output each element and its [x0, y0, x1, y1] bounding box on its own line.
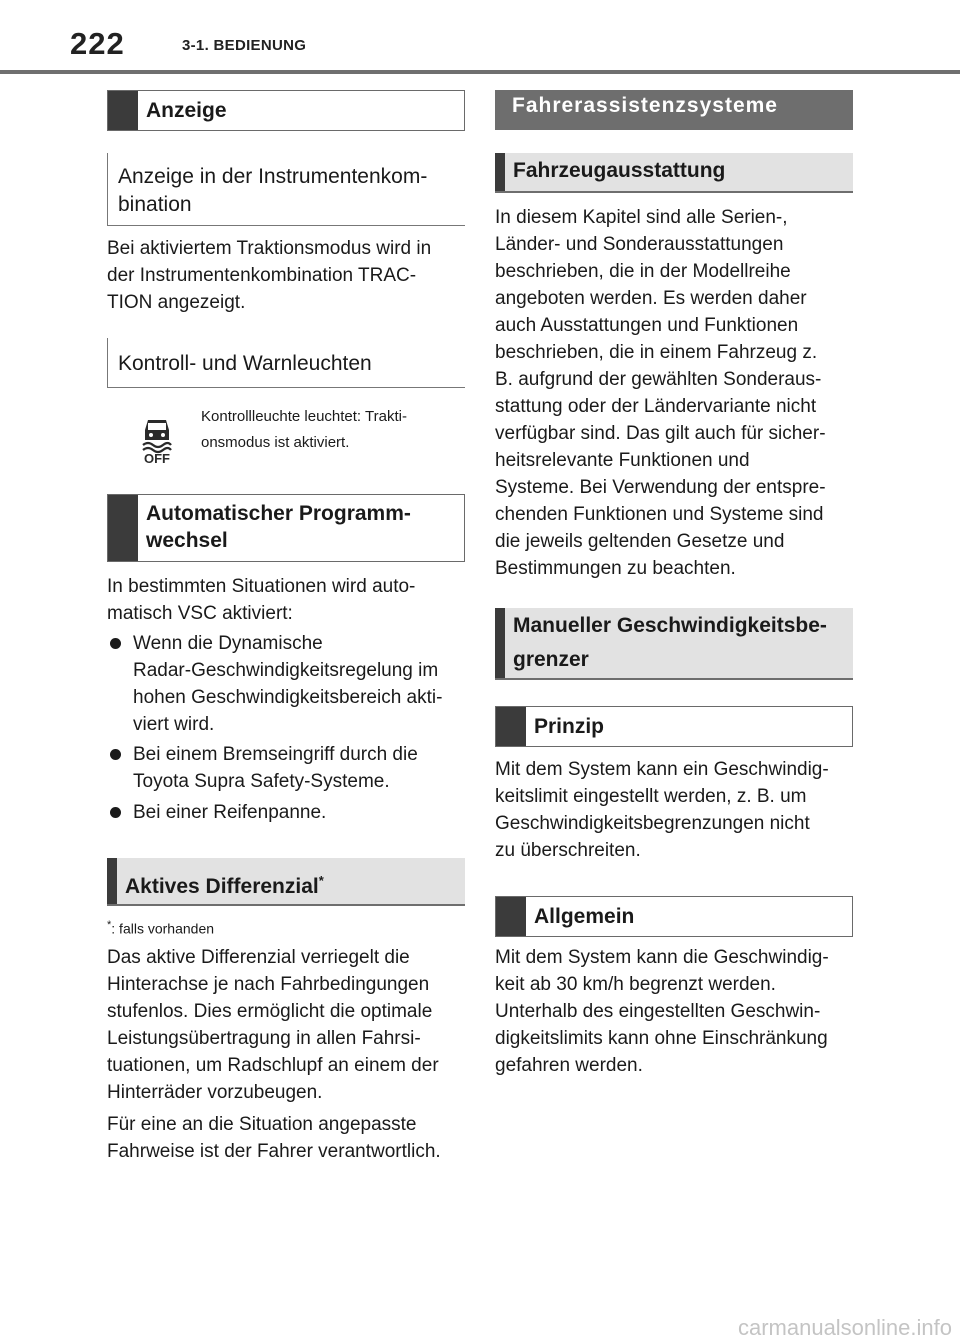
- kontroll-text: Kontrollleuchte leuchtet: Trakti- onsmodus ist aktiviert.: [201, 408, 407, 451]
- section-heading-manueller-geschwindigkeitsbegrenzer: Manueller Geschwindigkeitsbe- grenzer: [495, 608, 853, 680]
- section-heading-allgemein: Allgemein: [495, 896, 853, 937]
- anzeige-text: Bei aktiviertem Traktionsmodus wird in der Instrumentenkombination TRAC- TION angezeigt.: [107, 238, 432, 313]
- footnote: *: falls vorhanden: [107, 919, 215, 937]
- svg-text:OFF: OFF: [144, 451, 170, 464]
- prinzip-text: Mit dem System kann ein Geschwindig- keitslimit eingestellt werden, z. B. um Geschwindigkeitsbegrenzungen nicht zu überschreiten.: [495, 759, 829, 861]
- section-heading-fahrzeugausstattung: Fahrzeugausstattung: [495, 153, 853, 193]
- subheading-anzeige-instrumentenkombination: Anzeige in der Instrumentenkom- bination: [107, 153, 465, 226]
- section-heading-prinzip: Prinzip: [495, 706, 853, 747]
- subheading-kontroll-warnleuchten: Kontroll- und Warnleuchten: [107, 338, 465, 388]
- section-heading-automatischer-programmwechsel: Automatischer Programm- wechsel: [107, 494, 465, 562]
- section-heading-aktives-differenzial: Aktives Differenzial*: [107, 858, 465, 906]
- allgemein-text: Mit dem System kann die Geschwindig- keit ab 30 km/h begrenzt werden. Unterhalb des eingestellten Geschwin- digkeitslimits kann ohne Einschränkung gefahren werden.: [495, 947, 829, 1076]
- chapter-heading-fahrerassistenzsysteme: Fahrerassistenzsysteme: [495, 90, 853, 130]
- chapter-title: 3-1. BEDIENUNG: [182, 37, 307, 54]
- auto-text: In bestimmten Situationen wird auto- matisch VSC aktiviert:: [107, 576, 416, 624]
- watermark: carmanualsonline.info: [737, 1315, 952, 1340]
- ausstattung-text: In diesem Kapitel sind alle Serien-, Länder- und Sonderausstattungen beschrieben, die in der Modellreihe angeboten werden. Es werden daher auch Ausstattungen und Funktionen beschrieben, die in einem Fahrzeug z. B. aufgrund der gewählten Sonderaus- stattung oder der Ländervariante nicht verfügbar sind. Das gilt auch für sicher- heitsrelevante Funktionen und Systeme. Bei Verwendung der entspre- chenden Funktionen und Systeme sind die jeweils geltenden Gesetze und Bestimmungen zu beachten.: [495, 207, 826, 579]
- section-title: Anzeige: [146, 99, 227, 122]
- page-number: 222: [70, 26, 125, 61]
- differenzial-text: Das aktive Differenzial verriegelt die Hinterachse je nach Fahrbedingungen stufenlos. Dies ermöglicht die optimale Leistungsübertragung in allen Fahrsi- tuationen, um Radschlupf an einem der Hinterräder vorzubeugen.: [107, 947, 439, 1103]
- header-rule: [0, 70, 960, 74]
- traction-off-warning-icon: [140, 414, 174, 464]
- differenzial-text-2: Für eine an die Situation angepasste Fahrweise ist der Fahrer verantwortlich.: [107, 1114, 441, 1162]
- page-header: [0, 0, 960, 75]
- section-heading-anzeige: [107, 90, 465, 131]
